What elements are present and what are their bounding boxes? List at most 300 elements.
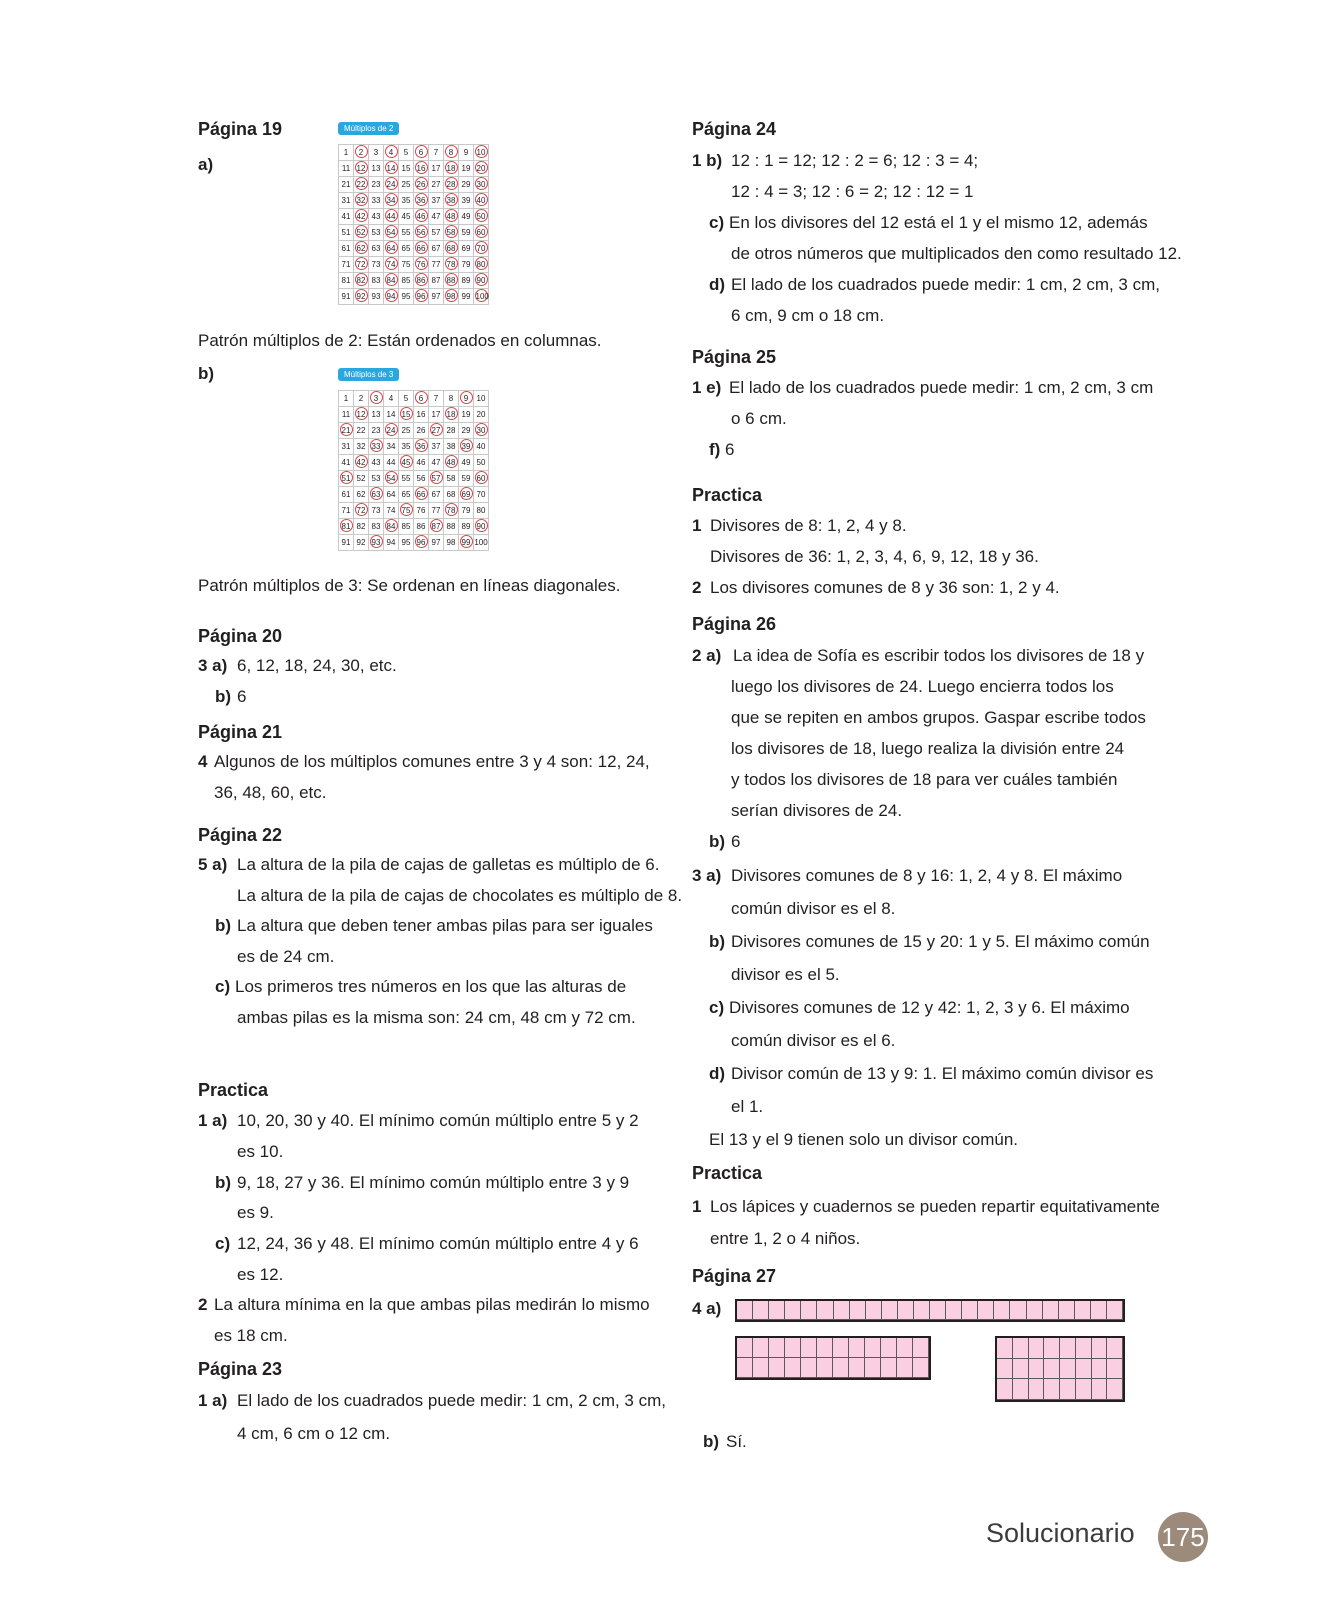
grid-cell: 80 [474, 503, 489, 519]
bar-cell [1059, 1301, 1075, 1320]
grid-cell: 9 [459, 391, 474, 407]
answer-text: 6 cm, 9 cm o 18 cm. [731, 306, 885, 325]
heading-practica: Practica [198, 1080, 269, 1100]
answer-number: b) [215, 1173, 232, 1192]
grid-cell: 31 [339, 193, 354, 209]
grid-cell: 20 [474, 407, 489, 423]
answer-text: ambas pilas es la misma son: 24 cm, 48 cm y 72 cm. [237, 1008, 636, 1027]
grid-cell: 22 [354, 423, 369, 439]
grid-cell: 6 [414, 391, 429, 407]
grid-cell: 87 [429, 273, 444, 289]
grid-cell: 5 [399, 391, 414, 407]
bar-cell [850, 1301, 866, 1320]
bar-cell [801, 1358, 817, 1378]
grid-cell: 26 [414, 423, 429, 439]
bar-cell [1060, 1338, 1076, 1359]
page-number-badge: 175 [1158, 1512, 1208, 1562]
grid-cell: 96 [414, 289, 429, 305]
answer-text: es 10. [237, 1142, 284, 1161]
grid-cell: 63 [369, 241, 384, 257]
grid-cell: 15 [399, 161, 414, 177]
bar-cell [769, 1338, 785, 1358]
grid-cell: 41 [339, 455, 354, 471]
grid-cell: 3 [369, 391, 384, 407]
bar-cell [997, 1338, 1013, 1359]
bar-cell [785, 1301, 801, 1320]
pattern-3-text: Patrón múltiplos de 3: Se ordenan en líneas diagonales. [198, 576, 621, 595]
grid-cell: 51 [339, 471, 354, 487]
answer-text: 12 : 1 = 12; 12 : 2 = 6; 12 : 3 = 4; [731, 151, 979, 170]
hundred-chart-multiples-of-2 [338, 144, 489, 305]
bar-cell [1076, 1338, 1092, 1359]
grid-cell: 59 [459, 225, 474, 241]
grid-cell: 83 [369, 519, 384, 535]
hundred-chart-multiples-of-3 [338, 390, 489, 551]
grid-cell: 33 [369, 439, 384, 455]
grid-cell: 10 [474, 145, 489, 161]
answer-number: 1 e) [692, 378, 722, 397]
grid-cell: 27 [429, 177, 444, 193]
bar-cell [1092, 1379, 1108, 1400]
grid-cell: 60 [474, 225, 489, 241]
grid-cell: 33 [369, 193, 384, 209]
grid-cell: 29 [459, 177, 474, 193]
grid-cell: 64 [384, 487, 399, 503]
grid-cell: 28 [444, 423, 459, 439]
bar-cell [817, 1301, 833, 1320]
grid-cell: 13 [369, 407, 384, 423]
grid-cell: 11 [339, 161, 354, 177]
grid-cell: 97 [429, 289, 444, 305]
grid-cell: 19 [459, 161, 474, 177]
answer-text: común divisor es el 8. [731, 899, 896, 918]
grid-cell: 6 [414, 145, 429, 161]
answer-number: d) [709, 1064, 726, 1083]
bar-cell [865, 1338, 881, 1358]
grid-cell: 79 [459, 257, 474, 273]
grid-cell: 25 [399, 423, 414, 439]
grid-cell: 73 [369, 257, 384, 273]
grid-cell: 9 [459, 145, 474, 161]
grid-cell: 51 [339, 225, 354, 241]
grid-cell: 64 [384, 241, 399, 257]
grid-cell: 82 [354, 273, 369, 289]
grid-cell: 84 [384, 273, 399, 289]
bar-cell [1060, 1379, 1076, 1400]
heading-pagina-25: Página 25 [692, 347, 777, 367]
grid-cell: 21 [339, 423, 354, 439]
item-label-a: a) [198, 155, 214, 174]
answer-text: En los divisores del 12 está el 1 y el mismo 12, además [729, 213, 1148, 232]
bar-3x8 [995, 1336, 1125, 1402]
grid-cell: 27 [429, 423, 444, 439]
bar-cell [913, 1358, 929, 1378]
answer-number: f) [709, 440, 721, 459]
grid-cell: 49 [459, 455, 474, 471]
grid-cell: 87 [429, 519, 444, 535]
grid-cell: 48 [444, 455, 459, 471]
grid-cell: 17 [429, 161, 444, 177]
grid-cell: 32 [354, 439, 369, 455]
grid-cell: 94 [384, 535, 399, 551]
grid-cell: 16 [414, 161, 429, 177]
bar-cell [997, 1379, 1013, 1400]
grid-cell: 93 [369, 535, 384, 551]
grid-cell: 1 [339, 391, 354, 407]
grid-cell: 1 [339, 145, 354, 161]
answer-number: d) [709, 275, 726, 294]
bar-cell [817, 1358, 833, 1378]
bar-cell [930, 1301, 946, 1320]
bar-cell [801, 1338, 817, 1358]
bar-cell [1013, 1379, 1029, 1400]
grid-cell: 18 [444, 407, 459, 423]
answer-text: Divisores de 36: 1, 2, 3, 4, 6, 9, 12, 18 y 36. [710, 547, 1039, 566]
grid-cell: 23 [369, 177, 384, 193]
grid-cell: 80 [474, 257, 489, 273]
bar-cell [849, 1338, 865, 1358]
grid-cell: 59 [459, 471, 474, 487]
bar-cell [882, 1301, 898, 1320]
grid-cell: 90 [474, 273, 489, 289]
answer-text: El lado de los cuadrados puede medir: 1 cm, 2 cm, 3 cm, [731, 275, 1160, 294]
footer-section-label: Solucionario [986, 1518, 1135, 1548]
grid-cell: 54 [384, 225, 399, 241]
grid-cell: 30 [474, 423, 489, 439]
answer-text: 6 [731, 832, 741, 851]
bar-cell [997, 1359, 1013, 1380]
answer-text: y todos los divisores de 18 para ver cuáles también [731, 770, 1118, 789]
grid-cell: 16 [414, 407, 429, 423]
grid-cell: 12 [354, 161, 369, 177]
bar-cell [897, 1358, 913, 1378]
grid-cell: 56 [414, 471, 429, 487]
grid-cell: 100 [474, 535, 489, 551]
grid-cell: 82 [354, 519, 369, 535]
heading-pagina-20: Página 20 [198, 626, 283, 646]
grid-cell: 2 [354, 391, 369, 407]
grid-cell: 84 [384, 519, 399, 535]
grid-cell: 61 [339, 487, 354, 503]
grid-cell: 17 [429, 407, 444, 423]
answer-text: o 6 cm. [731, 409, 787, 428]
answer-text: común divisor es el 6. [731, 1031, 896, 1050]
answer-text: entre 1, 2 o 4 niños. [710, 1229, 861, 1248]
bar-cell [1044, 1379, 1060, 1400]
grid-cell: 73 [369, 503, 384, 519]
grid-cell: 32 [354, 193, 369, 209]
answer-text: 6 [237, 687, 247, 706]
pattern-2-text: Patrón múltiplos de 2: Están ordenados en columnas. [198, 331, 602, 350]
bar-cell [737, 1358, 753, 1378]
answer-number: b) [215, 687, 232, 706]
grid-cell: 54 [384, 471, 399, 487]
grid-cell: 100 [474, 289, 489, 305]
grid-cell: 23 [369, 423, 384, 439]
bar-cell [881, 1358, 897, 1378]
grid-cell: 22 [354, 177, 369, 193]
answer-text: serían divisores de 24. [731, 801, 903, 820]
bar-cell [801, 1301, 817, 1320]
grid-cell: 37 [429, 439, 444, 455]
grid-cell: 91 [339, 289, 354, 305]
grid-cell: 4 [384, 145, 399, 161]
answer-number: 1 [692, 1197, 702, 1216]
answer-number: 1 [692, 516, 702, 535]
answer-text: Algunos de los múltiplos comunes entre 3 y 4 son: 12, 24, [214, 752, 650, 771]
grid-cell: 44 [384, 455, 399, 471]
grid-cell: 57 [429, 225, 444, 241]
grid-cell: 25 [399, 177, 414, 193]
grid-cell: 52 [354, 225, 369, 241]
grid-cell: 52 [354, 471, 369, 487]
grid-cell: 67 [429, 241, 444, 257]
grid-cell: 67 [429, 487, 444, 503]
grid-cell: 47 [429, 209, 444, 225]
item-label-b: b) [198, 364, 215, 383]
grid-cell: 65 [399, 487, 414, 503]
grid-cell: 7 [429, 391, 444, 407]
answer-text: Sí. [726, 1432, 747, 1451]
answer-text: 12 : 4 = 3; 12 : 6 = 2; 12 : 12 = 1 [731, 182, 974, 201]
grid-cell: 34 [384, 193, 399, 209]
grid-cell: 72 [354, 503, 369, 519]
bar-cell [1107, 1379, 1123, 1400]
bar-cell [1029, 1359, 1045, 1380]
grid-cell: 31 [339, 439, 354, 455]
grid-cell: 50 [474, 455, 489, 471]
bar-cell [881, 1338, 897, 1358]
answer-number: 3 a) [692, 866, 722, 885]
grid-cell: 95 [399, 289, 414, 305]
grid-cell: 58 [444, 471, 459, 487]
grid-cell: 89 [459, 273, 474, 289]
grid-cell: 85 [399, 273, 414, 289]
bar-cell [769, 1358, 785, 1378]
grid-cell: 83 [369, 273, 384, 289]
answer-number: 4 [198, 752, 208, 771]
grid-cell: 19 [459, 407, 474, 423]
grid-cell: 37 [429, 193, 444, 209]
grid-cell: 94 [384, 289, 399, 305]
bar-cell [1075, 1301, 1091, 1320]
grid-cell: 86 [414, 273, 429, 289]
grid-cell: 28 [444, 177, 459, 193]
grid-cell: 34 [384, 439, 399, 455]
answer-number: 5 a) [198, 855, 228, 874]
grid-cell: 49 [459, 209, 474, 225]
answer-text: 10, 20, 30 y 40. El mínimo común múltiplo entre 5 y 2 [237, 1111, 639, 1130]
answer-text: es 18 cm. [214, 1326, 288, 1345]
grid-cell: 75 [399, 503, 414, 519]
grid-cell: 78 [444, 257, 459, 273]
grid-cell: 74 [384, 503, 399, 519]
grid-cell: 77 [429, 503, 444, 519]
grid-cell: 20 [474, 161, 489, 177]
answer-text: La altura mínima en la que ambas pilas medirán lo mismo [214, 1295, 650, 1314]
grid-cell: 30 [474, 177, 489, 193]
bar-cell [946, 1301, 962, 1320]
heading-pagina-27: Página 27 [692, 1266, 777, 1286]
grid-cell: 38 [444, 193, 459, 209]
answer-text: Los divisores comunes de 8 y 36 son: 1, 2 y 4. [710, 578, 1060, 597]
answer-number: c) [215, 1234, 231, 1253]
grid-cell: 43 [369, 455, 384, 471]
answer-number: 3 a) [198, 656, 228, 675]
grid-cell: 98 [444, 289, 459, 305]
grid-cell: 14 [384, 161, 399, 177]
answer-text: Divisores comunes de 12 y 42: 1, 2, 3 y 6. El máximo [729, 998, 1130, 1017]
bar-cell [1013, 1359, 1029, 1380]
bar-cell [1076, 1359, 1092, 1380]
grid-cell: 46 [414, 209, 429, 225]
answer-text: El lado de los cuadrados puede medir: 1 cm, 2 cm, 3 cm, [237, 1391, 666, 1410]
grid-cell: 69 [459, 487, 474, 503]
grid-cell: 46 [414, 455, 429, 471]
grid-cell: 85 [399, 519, 414, 535]
answer-text: 9, 18, 27 y 36. El mínimo común múltiplo entre 3 y 9 [237, 1173, 630, 1192]
answer-text: Divisores de 8: 1, 2, 4 y 8. [710, 516, 907, 535]
answer-text: de otros números que multiplicados den como resultado 12. [731, 244, 1182, 263]
grid-cell: 57 [429, 471, 444, 487]
grid-cell: 48 [444, 209, 459, 225]
bar-cell [785, 1338, 801, 1358]
grid-cell: 66 [414, 241, 429, 257]
bar-cell [1027, 1301, 1043, 1320]
bar-cell [1010, 1301, 1026, 1320]
answer-text: Divisores comunes de 8 y 16: 1, 2, 4 y 8. El máximo [731, 866, 1123, 885]
grid-cell: 41 [339, 209, 354, 225]
bar-cell [737, 1338, 753, 1358]
answer-text: 36, 48, 60, etc. [214, 783, 327, 802]
grid-cell: 88 [444, 519, 459, 535]
grid-cell: 72 [354, 257, 369, 273]
grid-cell: 78 [444, 503, 459, 519]
heading-pagina-24: Página 24 [692, 119, 777, 139]
grid-cell: 88 [444, 273, 459, 289]
grid-cell: 55 [399, 471, 414, 487]
grid-cell: 4 [384, 391, 399, 407]
bar-cell [737, 1301, 753, 1320]
grid-cell: 35 [399, 439, 414, 455]
bar-cell [769, 1301, 785, 1320]
grid-cell: 11 [339, 407, 354, 423]
multiples-of-3-label: Múltiplos de 3 [338, 368, 399, 381]
grid-cell: 79 [459, 503, 474, 519]
bar-cell [1091, 1301, 1107, 1320]
grid-cell: 58 [444, 225, 459, 241]
grid-cell: 45 [399, 209, 414, 225]
grid-cell: 70 [474, 241, 489, 257]
heading-practica: Practica [692, 1163, 763, 1183]
bar-cell [849, 1358, 865, 1378]
grid-cell: 76 [414, 503, 429, 519]
bar-cell [1107, 1301, 1123, 1320]
grid-cell: 76 [414, 257, 429, 273]
grid-cell: 24 [384, 177, 399, 193]
answer-number: c) [709, 213, 725, 232]
bar-cell [834, 1301, 850, 1320]
grid-cell: 96 [414, 535, 429, 551]
bar-cell [962, 1301, 978, 1320]
grid-cell: 24 [384, 423, 399, 439]
multiples-of-2-label: Múltiplos de 2 [338, 122, 399, 135]
bar-cell [833, 1338, 849, 1358]
grid-cell: 53 [369, 225, 384, 241]
answer-number: 1 b) [692, 151, 723, 170]
grid-cell: 56 [414, 225, 429, 241]
bar-cell [1013, 1338, 1029, 1359]
bar-cell [1029, 1338, 1045, 1359]
grid-cell: 29 [459, 423, 474, 439]
answer-text: El lado de los cuadrados puede medir: 1 cm, 2 cm, 3 cm [729, 378, 1154, 397]
bar-cell [1076, 1379, 1092, 1400]
grid-cell: 43 [369, 209, 384, 225]
bar-cell [753, 1301, 769, 1320]
answer-number: 1 a) [198, 1391, 228, 1410]
bar-cell [866, 1301, 882, 1320]
answer-number: b) [703, 1432, 720, 1451]
answer-text: La idea de Sofía es escribir todos los divisores de 18 y [733, 646, 1145, 665]
grid-cell: 89 [459, 519, 474, 535]
answer-text: los divisores de 18, luego realiza la división entre 24 [731, 739, 1125, 758]
grid-cell: 44 [384, 209, 399, 225]
heading-pagina-19: Página 19 [198, 119, 283, 139]
answer-text: Divisor común de 13 y 9: 1. El máximo común divisor es [731, 1064, 1154, 1083]
grid-cell: 36 [414, 193, 429, 209]
grid-cell: 38 [444, 439, 459, 455]
grid-cell: 47 [429, 455, 444, 471]
bar-cell [833, 1358, 849, 1378]
grid-cell: 3 [369, 145, 384, 161]
grid-cell: 70 [474, 487, 489, 503]
answer-text: La altura de la pila de cajas de chocolates es múltiplo de 8. [237, 886, 683, 905]
bar-cell [865, 1358, 881, 1378]
grid-cell: 55 [399, 225, 414, 241]
bar-cell [817, 1338, 833, 1358]
grid-cell: 92 [354, 289, 369, 305]
grid-cell: 40 [474, 439, 489, 455]
grid-cell: 50 [474, 209, 489, 225]
grid-cell: 68 [444, 241, 459, 257]
grid-cell: 99 [459, 535, 474, 551]
bar-2x12 [735, 1336, 931, 1380]
grid-cell: 65 [399, 241, 414, 257]
answer-text: es 9. [237, 1203, 274, 1222]
bar-cell [1092, 1338, 1108, 1359]
answer-number: 2 [692, 578, 702, 597]
bar-cell [1107, 1338, 1123, 1359]
bar-cell [1043, 1301, 1059, 1320]
answer-number: 2 a) [692, 646, 722, 665]
answer-text: es de 24 cm. [237, 947, 335, 966]
grid-cell: 39 [459, 439, 474, 455]
grid-cell: 10 [474, 391, 489, 407]
grid-cell: 39 [459, 193, 474, 209]
answer-number: b) [709, 932, 726, 951]
answer-text: que se repiten en ambos grupos. Gaspar escribe todos [731, 708, 1146, 727]
grid-cell: 92 [354, 535, 369, 551]
answer-text: 12, 24, 36 y 48. El mínimo común múltiplo entre 4 y 6 [237, 1234, 639, 1253]
answer-number: b) [709, 832, 726, 851]
heading-practica: Practica [692, 485, 763, 505]
bar-cell [914, 1301, 930, 1320]
answer-text: Divisores comunes de 15 y 20: 1 y 5. El máximo común [731, 932, 1150, 951]
grid-cell: 40 [474, 193, 489, 209]
bar-cell [1029, 1379, 1045, 1400]
answer-text: 6, 12, 18, 24, 30, etc. [237, 656, 397, 675]
answer-text: es 12. [237, 1265, 284, 1284]
